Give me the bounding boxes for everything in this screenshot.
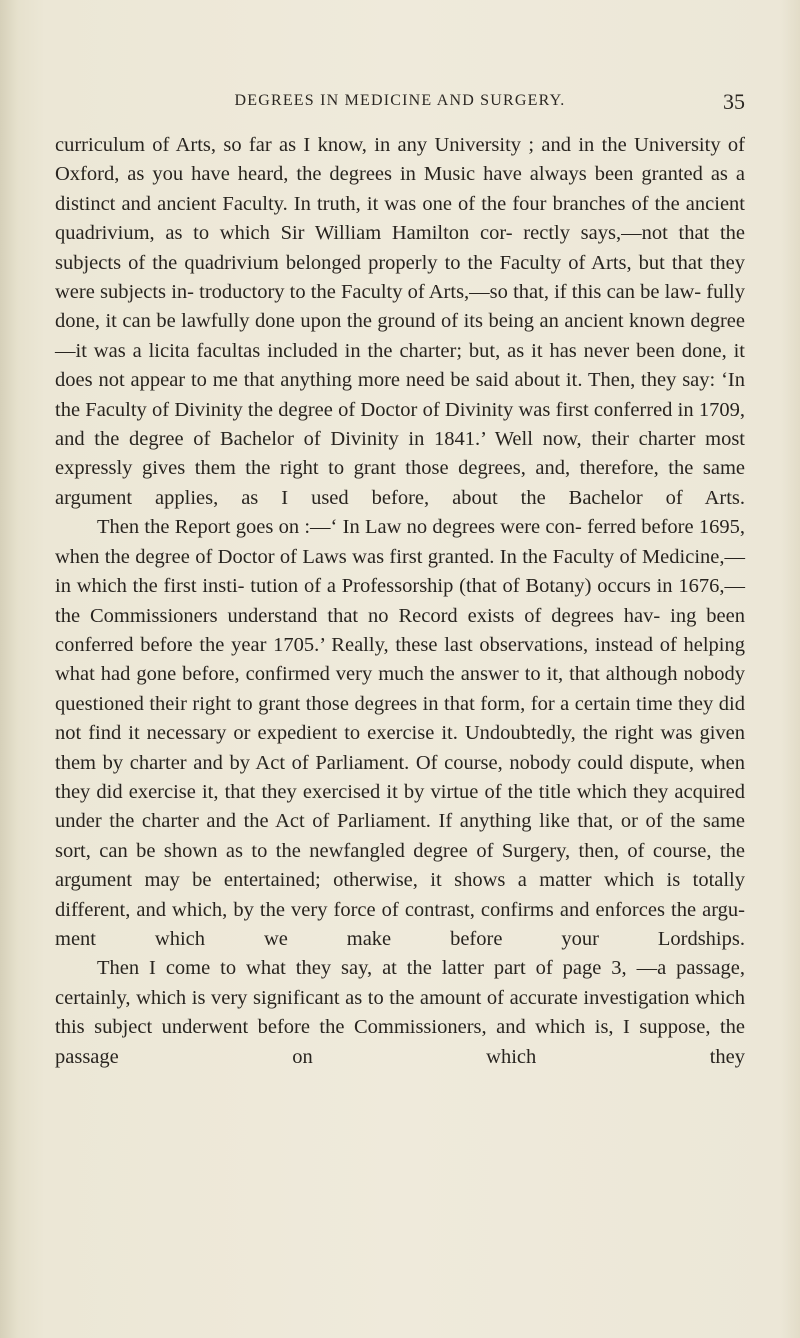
paragraph-2: Then the Report goes on :—‘ In Law no degrees were con- ferred before 1695, when the degree of Doctor of Laws was first granted. In the Faculty of Medicine,—in which the first insti- tution of a Professorship (that of Botany) occurs in 1676,—the Commissioners understand that no Record exists of degrees hav- ing been conferred before the year 1705.’ Really, these last observations, instead of helping what had gone before, confirmed very much the answer to it, that although nobody questioned their right to grant those degrees in that form, for a certain time they did not find it necessary or expedient to exercise it. Undoubtedly, the right was given them by charter and by Act of Parliament. Of course, nobody could dispute, when they did exercise it, that they exercised it by virtue of the title which they acquired under the charter and the Act of Parliament. If anything like that, or of the same sort, can be shown as to the newfangled degree of Surgery, then, of course, the argument may be entertained; otherwise, it shows a matter which is totally different, and which, by the very force of contrast, confirms and enforces the argu- ment which we make before your Lordships. (55, 516, 745, 950)
page-header (0, 89, 800, 118)
running-title: DEGREES IN MEDICINE AND SURGERY. (234, 92, 566, 109)
paragraph-1: curriculum of Arts, so far as I know, in any University ; and in the University of Oxford, as you have heard, the degrees in Music have always been granted as a distinct and ancient Faculty. In truth, it was one of the four branches of the ancient quadrivium, as to which Sir William Hamilton cor- rectly says,—not that the subjects of the quadrivium belonged properly to the Faculty of Arts, but that they were subjects in- troductory to the Faculty of Arts,—so that, if this can be law- fully done, it can be lawfully done upon the ground of its being an ancient known degree—it was a licita facultas included in the charter; but, as it has never been done, it does not appear to me that anything more need be said about it. Then, they say: ‘In the Faculty of Divinity the degree of Doctor of Divinity was first conferred in 1709, and the degree of Bachelor of Divinity in 1841.’ Well now, their charter most expressly gives them the right to grant those degrees, and, therefore, the same argument applies, as I used before, about the Bachelor of Arts. (55, 134, 745, 509)
page-number: 35 (723, 89, 745, 114)
paragraph-3: Then I come to what they say, at the latter part of page 3, —a passage, certainly, which is very significant as to the amount of accurate investigation which this subject underwent before the Commissioners, and which is, I suppose, the passage on which they (55, 957, 745, 1068)
body-text (55, 131, 745, 1072)
